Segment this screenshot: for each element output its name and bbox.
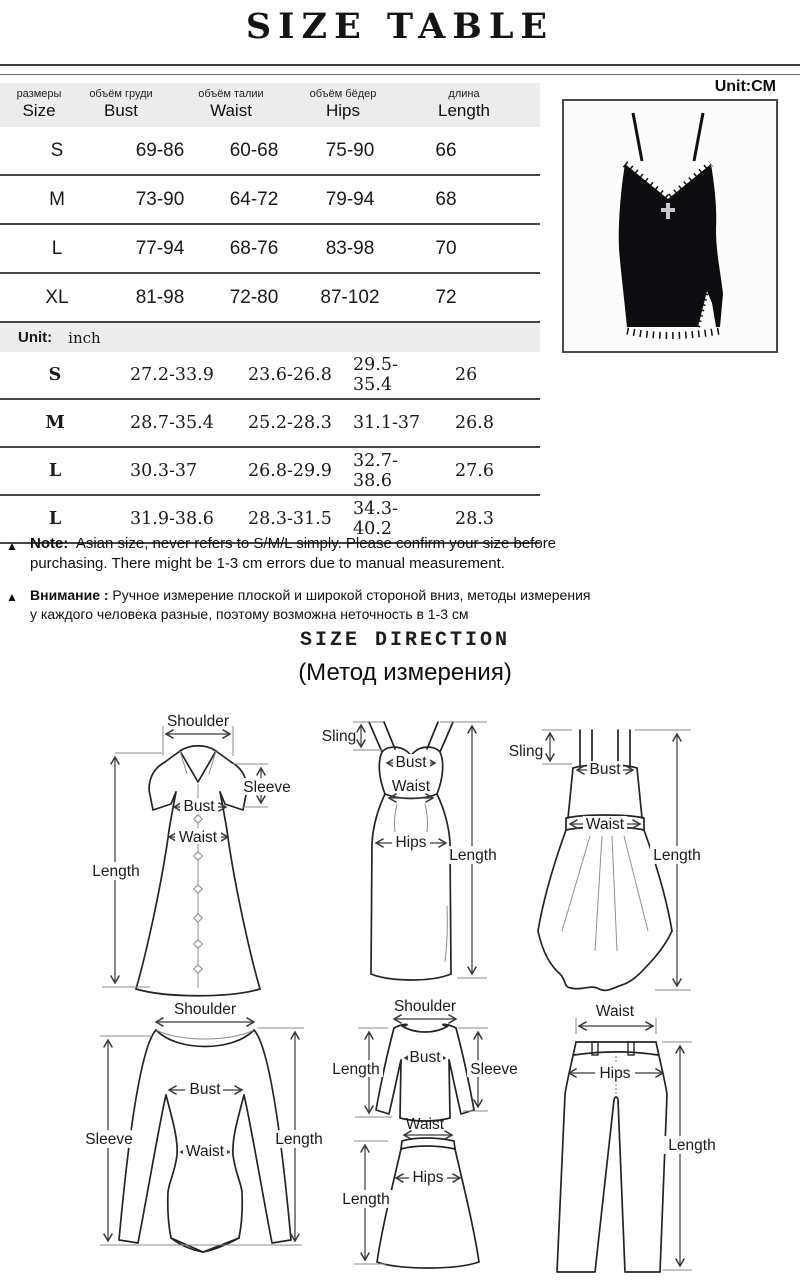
label-length: Length <box>332 1061 380 1078</box>
diagram-top-and-skirt <box>330 998 562 1270</box>
unit-inch-band: Unit: inch <box>0 323 540 352</box>
label-length: Length <box>275 1131 323 1148</box>
label-waist: Waist <box>178 829 218 846</box>
size-direction-title: SIZE DIRECTION <box>299 629 511 652</box>
divider-top <box>0 64 800 66</box>
header-bust: объём груди Bust <box>89 87 153 121</box>
label-bust: Bust <box>589 761 621 778</box>
table-row: S 27.2-33.9 23.6-26.8 29.5-35.4 26 <box>0 352 540 400</box>
table-row: XL 81-98 72-80 87-102 72 <box>0 274 540 323</box>
table-row: M 73-90 64-72 79-94 68 <box>0 176 540 225</box>
label-length: Length <box>449 847 497 864</box>
page-title: SIZE TABLE <box>245 6 555 47</box>
unit-cm-label: Unit:CM <box>714 78 776 95</box>
size-direction-subtitle: (Метод измерения) <box>298 659 512 686</box>
label-shoulder: Shoulder <box>393 998 457 1015</box>
size-table-header <box>0 83 540 127</box>
label-waist: Waist <box>595 1003 635 1020</box>
label-waist: Waist <box>405 1116 445 1133</box>
size-table <box>0 83 540 544</box>
diagram-shirt-dress <box>62 706 292 998</box>
label-shoulder: Shoulder <box>166 713 230 730</box>
product-photo <box>562 99 778 353</box>
table-row: S 69-86 60-68 75-90 66 <box>0 127 540 176</box>
product-photo-dress <box>564 101 772 347</box>
header-size: размеры Size <box>16 87 62 121</box>
note-label: Внимание : <box>30 587 109 603</box>
label-length: Length <box>92 863 140 880</box>
note-label: Note: <box>30 535 69 552</box>
table-row: L 77-94 68-76 83-98 70 <box>0 225 540 274</box>
label-sleeve: Sleeve <box>470 1061 518 1078</box>
label-bust: Bust <box>189 1081 221 1098</box>
label-hips: Hips <box>599 1065 631 1082</box>
note-russian <box>6 586 598 624</box>
diagram-strap-flared-dress <box>505 706 737 996</box>
label-length: Length <box>668 1137 716 1154</box>
table-row: L 30.3-37 26.8-29.9 32.7-38.6 27.6 <box>0 448 540 496</box>
label-sleeve: Sleeve <box>85 1131 133 1148</box>
label-sleeve: Sleeve <box>243 779 291 796</box>
label-waist: Waist <box>585 816 625 833</box>
table-row: M 28.7-35.4 25.2-28.3 31.1-37 26.8 <box>0 400 540 448</box>
label-bust: Bust <box>395 754 427 771</box>
note-english <box>6 534 578 574</box>
label-length: Length <box>342 1191 390 1208</box>
header-hips: объём бёдер Hips <box>309 87 377 121</box>
label-sling: Sling <box>508 743 544 760</box>
divider-top-2 <box>0 74 800 75</box>
label-shoulder: Shoulder <box>173 1001 237 1018</box>
label-bust: Bust <box>183 798 215 815</box>
diagram-bodysuit <box>62 1000 344 1262</box>
label-waist: Waist <box>185 1143 225 1160</box>
diagram-slip-dress <box>315 706 510 996</box>
table-row: L 31.9-38.6 28.3-31.5 34.3-40.2 28.3 <box>0 496 540 544</box>
header-length: длина Length <box>438 87 490 121</box>
label-hips: Hips <box>395 834 427 851</box>
note-text: Asian size, never refers to S/M/L simply. Please confirm your size before purchasing. There might be 1-3 cm errors due to manual measurement. <box>30 535 557 572</box>
label-hips: Hips <box>412 1169 444 1186</box>
note-text: Ручное измерение плоской и широкой стороной вниз, методы измерения у каждого человека разные, поэтому возможна неточность в 1-3 см <box>30 587 591 622</box>
header-waist: объём талии Waist <box>198 87 264 121</box>
label-waist: Waist <box>391 778 431 795</box>
label-length: Length <box>653 847 701 864</box>
triangle-bullet-icon: ▲ <box>6 539 18 553</box>
diagram-pants <box>552 1000 737 1278</box>
label-bust: Bust <box>409 1049 441 1066</box>
label-sling: Sling <box>321 728 357 745</box>
triangle-bullet-icon: ▲ <box>6 590 18 604</box>
